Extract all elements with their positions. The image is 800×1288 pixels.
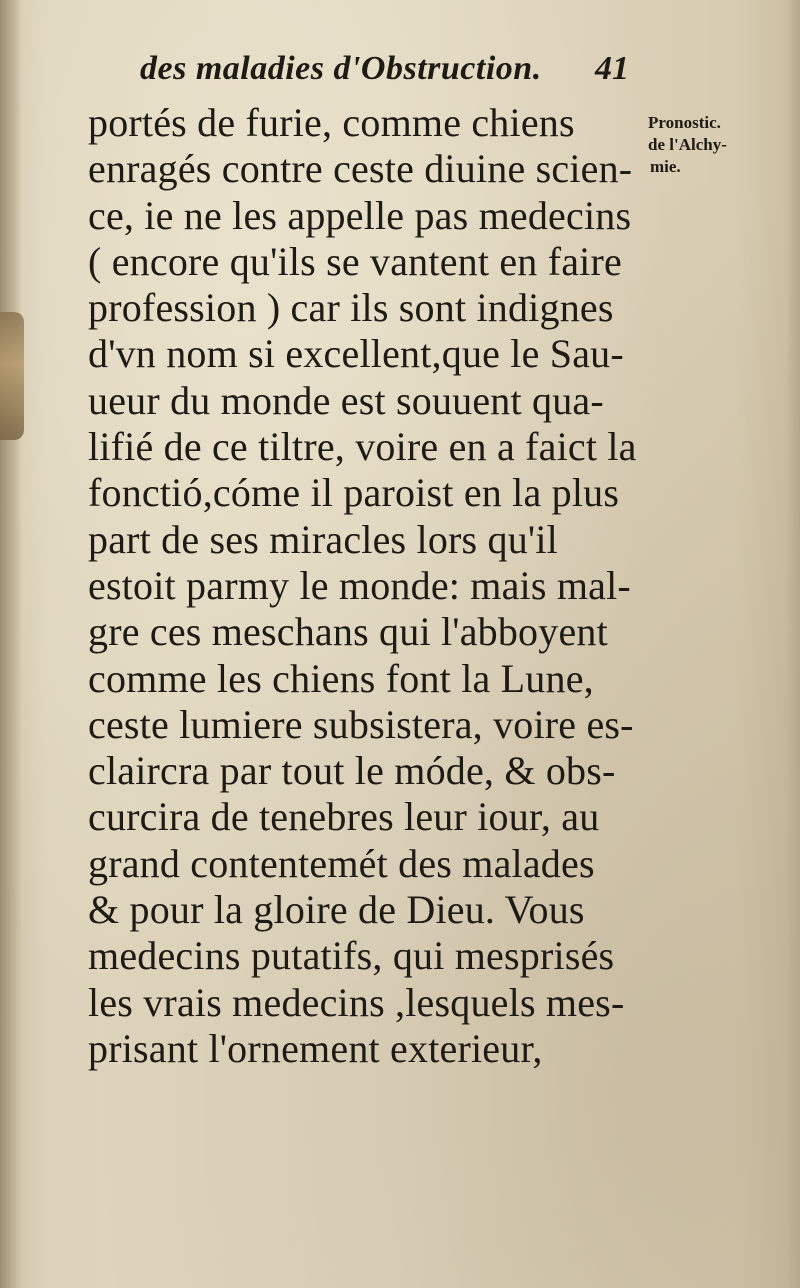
text-line: medecins putatifs, qui mesprisés xyxy=(88,933,615,979)
running-head xyxy=(140,50,640,100)
text-line: les vrais medecins ,lesquels mes- xyxy=(88,979,625,1025)
text-line: ceste lumiere subsistera, voire es- xyxy=(88,701,634,747)
text-line: part de ses miracles lors qu'il xyxy=(88,516,558,562)
text-line: ce, ie ne les appelle pas medecins xyxy=(88,192,632,238)
text-line: fonctió,cóme il paroist en la plus xyxy=(88,470,620,516)
running-title: des maladies d'Obstruction. xyxy=(140,50,542,87)
page-left-edge xyxy=(0,0,22,1288)
text-line: grand contentemét des malades xyxy=(88,840,595,886)
text-line: & pour la gloire de Dieu. Vous xyxy=(88,887,585,933)
page-right-edge xyxy=(786,0,800,1288)
margin-note-line: mie. xyxy=(650,157,681,176)
page-number: 41 xyxy=(595,50,629,87)
text-line: prisant l'ornement exterieur, xyxy=(88,1025,543,1071)
text-line: ueur du monde est souuent qua- xyxy=(88,377,604,423)
text-line: gre ces meschans qui l'abboyent xyxy=(88,609,608,655)
margin-note-line: de l'Alchy- xyxy=(648,135,727,154)
text-line: curcira de tenebres leur iour, au xyxy=(88,794,600,840)
text-line: portés de furie, comme chiens xyxy=(88,100,575,145)
text-line: lifié de ce tiltre, voire en a faict la xyxy=(88,424,637,470)
text-line: enragés contre ceste diuine scien- xyxy=(88,146,633,192)
text-line: d'vn nom si excellent,que le Sau- xyxy=(88,331,624,377)
text-line: ( encore qu'ils se vantent en faire xyxy=(88,238,622,284)
margin-note-line: Pronostic. xyxy=(648,113,721,132)
text-line: estoit parmy le monde: mais mal- xyxy=(88,562,631,608)
binding-thread xyxy=(0,312,24,440)
text-line: claircra par tout le móde, & obs- xyxy=(88,748,616,794)
margin-note xyxy=(648,112,798,178)
text-line: profession ) car ils sont indignes xyxy=(88,285,614,331)
text-line: comme les chiens font la Lune, xyxy=(88,655,594,701)
body-text xyxy=(88,100,644,1072)
